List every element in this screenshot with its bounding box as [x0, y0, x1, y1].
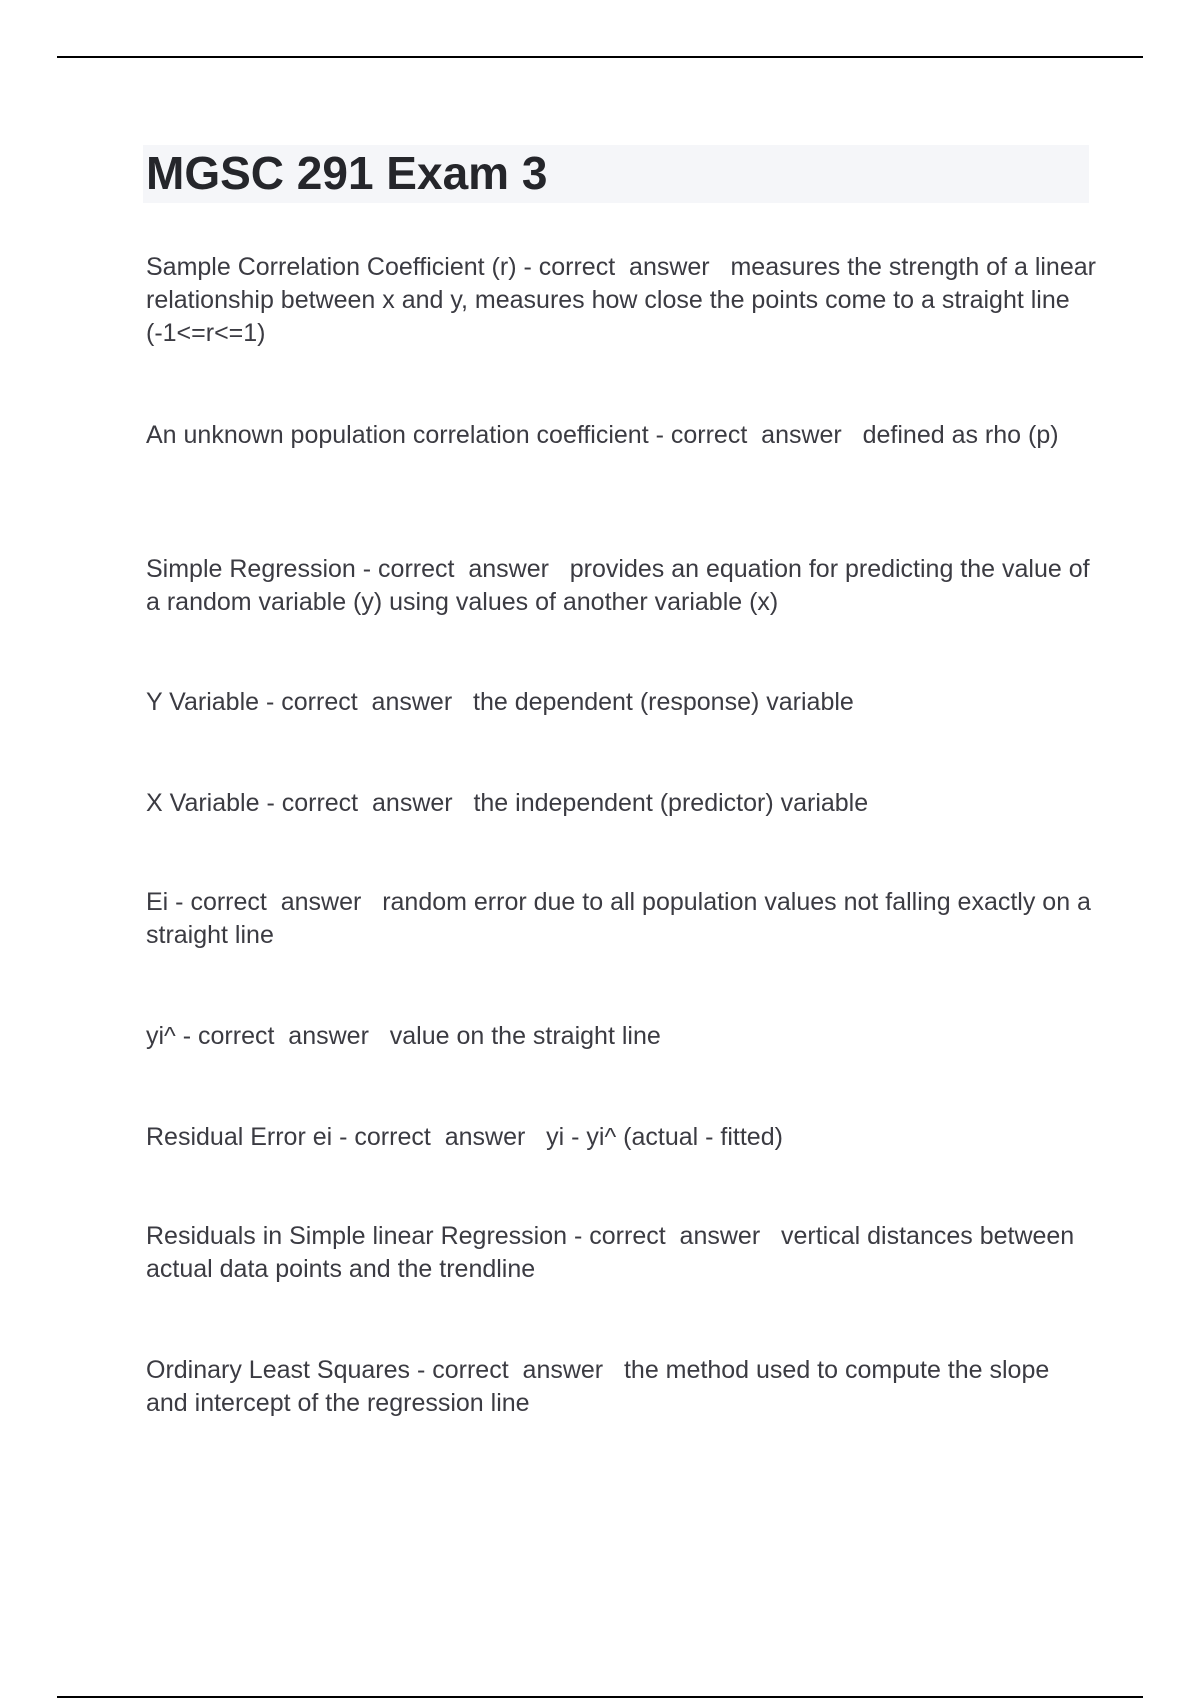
- entry-answer: defined as rho (p): [862, 421, 1059, 449]
- entry-term: Y Variable: [146, 688, 260, 716]
- entry-answer: provides an equation for predicting the value of a random variable (y) using values of another variable (x): [146, 555, 1097, 616]
- entry-y-variable: Y Variable - correct answer the dependent (response) variable: [146, 688, 854, 716]
- entry-label: correct answer: [432, 1356, 604, 1384]
- entry-term: Ordinary Least Squares: [146, 1356, 411, 1384]
- entry-label: correct answer: [354, 1123, 526, 1151]
- entry-term: Sample Correlation Coefficient (r): [146, 253, 517, 281]
- top-rule: [57, 56, 1143, 58]
- entry-label: correct answer: [589, 1222, 761, 1250]
- entry-population-correlation: An unknown population correlation coefficient - correct answer defined as rho (p): [146, 421, 1059, 449]
- entry-term: Ei: [146, 888, 169, 916]
- entry-ei: Ei - correct answer random error due to all population values not falling exactly on a straight line: [146, 888, 1098, 949]
- entry-answer: measures the strength of a linear relationship between x and y, measures how close the points come to a straight line (-1<=r<=1): [146, 253, 1103, 347]
- entry-ordinary-least-squares: Ordinary Least Squares - correct answer the method used to compute the slope and intercept of the regression line: [146, 1356, 1057, 1417]
- entry-term: Simple Regression: [146, 555, 356, 583]
- entry-residuals-regression: Residuals in Simple linear Regression - correct answer vertical distances between actual data points and the trendline: [146, 1222, 1082, 1283]
- entry-label: correct answer: [281, 688, 453, 716]
- entry-term: yi^: [146, 1022, 176, 1050]
- entry-label: correct answer: [538, 253, 710, 281]
- entry-answer: the dependent (response) variable: [473, 688, 854, 716]
- entry-answer: vertical distances between actual data points and the trendline: [146, 1222, 1082, 1283]
- page-title: MGSC 291 Exam 3: [146, 147, 548, 199]
- entry-term: Residual Error ei: [146, 1123, 333, 1151]
- entry-term: Residuals in Simple linear Regression: [146, 1222, 568, 1250]
- entry-simple-regression: Simple Regression - correct answer provides an equation for predicting the value of a random variable (y) using values of another variable (x): [146, 555, 1097, 616]
- entry-answer: value on the straight line: [389, 1022, 661, 1050]
- entry-label: correct answer: [198, 1022, 369, 1050]
- entry-answer: the independent (predictor) variable: [473, 789, 869, 817]
- entry-residual-error: Residual Error ei - correct answer yi - yi^ (actual - fitted): [146, 1123, 783, 1151]
- entry-label: correct answer: [281, 789, 453, 817]
- entry-x-variable: X Variable - correct answer the independent (predictor) variable: [146, 789, 869, 817]
- entry-label: correct answer: [378, 555, 549, 583]
- entry-label: correct answer: [190, 888, 362, 916]
- entry-label: correct answer: [670, 421, 842, 449]
- entry-yi-hat: yi^ - correct answer value on the straight line: [146, 1022, 661, 1050]
- entry-sample-correlation: Sample Correlation Coefficient (r) - correct answer measures the strength of a linear relationship between x and y, measures how close the points come to a straight line (-1<=r<=1): [146, 253, 1103, 347]
- entry-answer: the method used to compute the slope and intercept of the regression line: [146, 1356, 1057, 1417]
- entry-term: X Variable: [146, 789, 260, 817]
- bottom-rule: [57, 1696, 1143, 1698]
- entry-answer: yi - yi^ (actual - fitted): [546, 1123, 783, 1151]
- entry-answer: random error due to all population values not falling exactly on a straight line: [146, 888, 1098, 949]
- entry-term: An unknown population correlation coefficient: [146, 421, 649, 449]
